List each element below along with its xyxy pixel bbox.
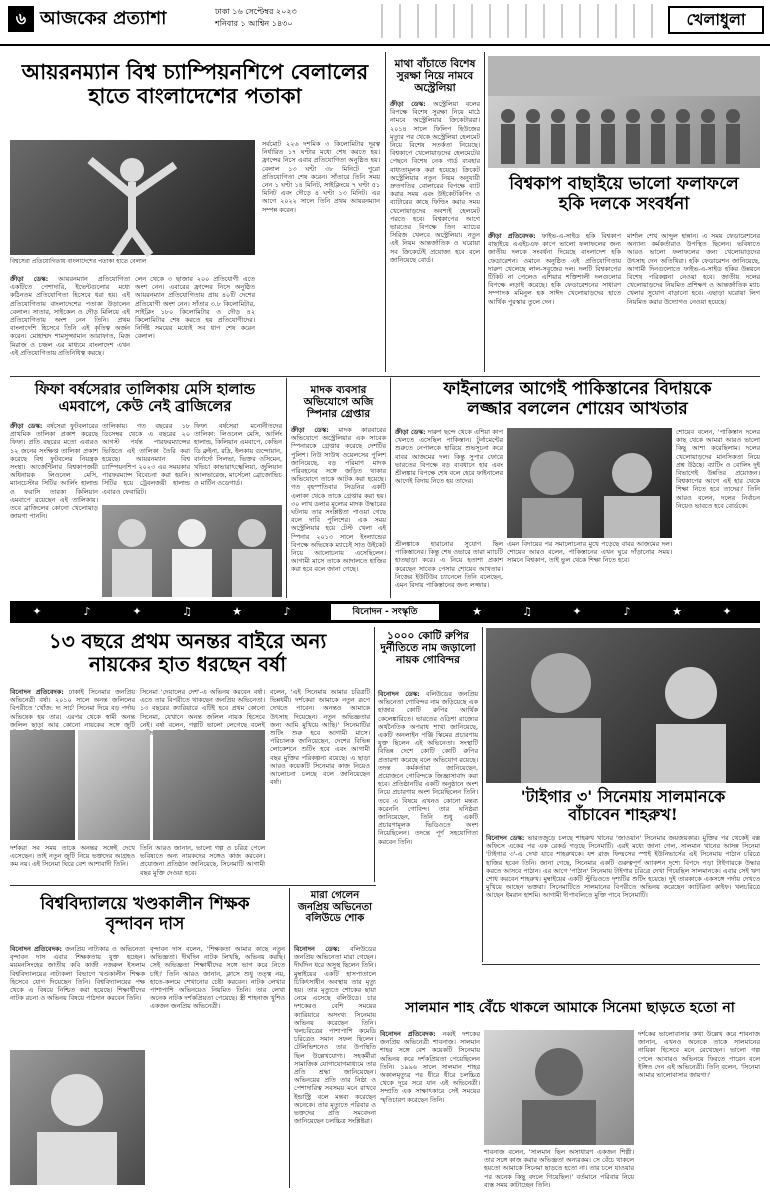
date-gregorian: ঢাকা ১৬ সেপ্টেম্বর ২০২৩ xyxy=(215,7,297,16)
barsha-byline: বিনোদন প্রতিবেদক: xyxy=(10,688,64,696)
note-icon: ♫ xyxy=(182,605,192,618)
tiger3-body xyxy=(486,834,760,960)
ironman-body-col2: লেন থেকে ৩ ছাজার ২০০ প্রতিযোগী এতে অংশ নেন। এবারের ফ্রান্সের নিসে অনুষ্ঠিত আয়রনম্যান প্রতিযোগিতায় প্রায় ৪০টি দেশের প্রতিযোগী অংশ নেন। সাঁতার ৩.৮ কিলোমিটার, সাইক্লিং ১৮০ কিলোমিটার ও দৌড় ৪২ কিলোমিটার শেষ করতে হয় প্রতিযোগীদের। নির্দিষ্ট সময়ের মধ্যেই সব ধাপ শেষ করেন বেলাল। xyxy=(135,275,255,341)
govinda-byline: বিনোদন ডেস্ক: xyxy=(378,690,420,698)
section-title: খেলাধুলা xyxy=(668,6,764,34)
music-icon: ♪ xyxy=(83,605,91,618)
ironman-byline: ক্রীড়া ডেস্ক: xyxy=(10,275,49,283)
barsha-body-bottom2: তিনি আরও জানান, ভালো গল্প ও চরিত্র পেলে ভবিষ্যতে অন্য নায়কদের সঙ্গেও কাজ করবেন। প্রযোজনা প্রতিষ্ঠান জানিয়েছে, সিনেমাটি আগামী বছর মুক্তি দেওয়া হবে। xyxy=(140,844,265,877)
barsha-body-col2: সিনেমা 'দেয়ালের দেশ'-এ অভিনয় করবেন বর্ষা। এতে তার বিপরীতে থাকছেন জনপ্রিয় অভিনেতা। ১৩ বছরের ক্যারিয়ারে এটিই হবে প্রথম কোনো সিনেমা, যেখানে অনন্ত জলিল নায়ক হিসেবে নেই। বর্ষা বলেন, গল্পটি ভালো লেগেছে বলেই xyxy=(140,688,265,729)
column-rule xyxy=(385,52,386,372)
page-number: ৬ xyxy=(8,6,34,32)
fifa-body-col1 xyxy=(10,422,98,597)
ironman-photo xyxy=(10,140,255,255)
column-rule xyxy=(374,627,375,882)
pakistan-body-text1: দারুণ ছন্দে থেকে এশিয়া কাপ খেলতে এসেছিল পাকিস্তান। টুর্নামেন্টের শুরুতে নেপালকে হারিয়ে শুভসূচনা করে বাবর আজমের দল। কিন্তু সুপার ফোরে ভারতের বিপক্ষে বড় ব্যবধানে হার এবং শ্রীলঙ্কার বিপক্ষে শেষ বলে হেরে ফাইনালের আগেই বিদায় নিতে হয় তাদের। xyxy=(395,428,503,486)
shoaib-akhtar-photo xyxy=(507,428,672,538)
hockey-byline: ক্রীড়া প্রতিবেদক: xyxy=(488,232,536,240)
shabnaz-photo xyxy=(484,1030,634,1145)
hockey-headline-line1: বিশ্বকাপ বাছাইয়ে ভালো ফলাফলে xyxy=(509,174,739,194)
athlete-silhouette-icon xyxy=(10,140,255,255)
hockey-headline xyxy=(488,175,760,214)
barsha-headline-line1: ১৩ বছরে প্রথম অনন্তর বাইরে অন্য xyxy=(48,629,327,653)
star-icon: ★ xyxy=(472,605,482,618)
camera-icon: ✦ xyxy=(32,605,42,618)
hockey-headline-line2: হকি দলকে সংবর্ধনা xyxy=(558,193,690,214)
tiger3-body-text: ভারতজুড়ে চলছে শাহরুখ খানের 'জাওয়ান' সিনেমার জয়জয়কার। মুক্তির পর থেকেই বক্স অফিসে একের পর এক রেকর্ড গড়ছে সিনেমাটি। এরই মধ্যে জানা গেল, সালমান খানের আসন্ন সিনেমা 'টাইগার ৩'-এ দেখা যাবে শাহরুখকে। যশ রাজ ফিল্মসের স্পাই ইউনিভার্সের এই সিনেমায় পাঠান চরিত্রে হাজির হবেন তিনি। জানা গেছে, সিনেমার একটি গুরুত্বপূর্ণ অ্যাকশন দৃশ্যে বিপদে পড়া টাইগারকে উদ্ধার করতে আসবে পাঠান। এর আগে 'পাঠান' সিনেমায় টাইগার চরিত্রে দেখা গিয়েছিল সালমানকে। এবার সেই ঋণ শোধ করবেন শাহরুখ। মুম্বাইয়ের একটি স্টুডিওতে দৃশ্যটির শুটিং হয়েছে। দুই তারকাকে একসঙ্গে পর্দায় দেখতে মুখিয়ে আছেন ভক্তরা। সিনেমাটিতে সালমানের বিপরীতে অভিনয় করেছেন ক্যাটরিনা কাইফ। খলচরিত্রে আছেন ইমরান হাশমি। আগামী দীপাবলিতে মুক্তি পাবে সিনেমাটি। xyxy=(486,834,760,900)
barsha-body-col1 xyxy=(10,688,135,729)
pakistan-headline-line1: ফাইনালের আগেই পাকিস্তানের বিদায়কে xyxy=(443,379,712,399)
barsha-headline-line2: নায়কের হাত ধরছেন বর্ষা xyxy=(88,652,286,676)
brindaban-photo xyxy=(10,1050,145,1185)
death-body-text: বলিউডের জনপ্রিয় অভিনেতা মারা গেছেন। দীর্ঘদিন ধরে অসুস্থ ছিলেন তিনি। মুম্বাইয়ের একটি হাসপাতালে চিকিৎসাধীন অবস্থায় তার মৃত্যু হয়। তার মৃত্যুতে শোকের ছায়া নেমে এসেছে বলিউডে। চার দশকেরও বেশি সময়ের ক্যারিয়ারে অসংখ্য সিনেমায় অভিনয় করেছেন তিনি। খলচরিত্রের পাশাপাশি কমেডি চরিত্রেও সমান সফল ছিলেন। টেলিভিশনেও তার উপস্থিতি ছিল উল্লেখযোগ্য। সহকর্মীরা সামাজিক যোগাযোগমাধ্যমে তার প্রতি শ্রদ্ধা জানিয়েছেন। অভিনয়ের প্রতি তার নিষ্ঠা ও পেশাদারিত্ব সবসময় মনে রাখবে ইন্ডাস্ট্রি বলে মন্তব্য করেছেন অনেকে। তার মৃত্যুতে পরিবার ও ভক্তদের প্রতি সমবেদনা জানিয়েছেন চলচ্চিত্র সংশ্লিষ্টরা। xyxy=(294,945,376,1126)
death-byline: বিনোদন ডেস্ক: xyxy=(294,945,340,953)
salman-shah-body-col2: শাবনাজ বলেন, 'সালমান ছিল অসাধারণ একজন শিল্পী। তার সঙ্গে কাজ করার অভিজ্ঞতা অন্যরকম। সে বেঁচে থাকলে হয়তো আমাকে সিনেমা ছাড়তে হতো না। তার চলে যাওয়ার পর অনেক কিছু বদলে গিয়েছিল।' বর্তমানে পরিবার নিয়ে ব্যস্ত সময় কাটাচ্ছেন তিনি। xyxy=(484,1148,634,1189)
govinda-body-text: বলিউডের জনপ্রিয় অভিনেতা গোবিন্দর নাম জড়িয়েছে এক হাজার কোটি রুপির আর্থিক কেলেঙ্কারিতে। ভারতের ওডিশা রাজ্যের অর্থনৈতিক অপরাধ শাখা জানিয়েছে, একটি অনলাইন পঞ্জি স্কিমের প্রচারণায় যুক্ত ছিলেন এই অভিনেতা। সংস্থাটি বিভিন্ন দেশে কোটি কোটি রুপির প্রতারণা করেছে বলে অভিযোগ রয়েছে। তদন্ত কর্মকর্তারা জানিয়েছেন, প্রয়োজনে গোবিন্দকে জিজ্ঞাসাবাদ করা হবে। প্রতিষ্ঠানটির একটি অনুষ্ঠানে অংশ নিয়ে প্রচারণায় অংশ নিয়েছিলেন তিনি। তবে এ বিষয়ে এখনও কোনো মন্তব্য করেননি গোবিন্দ। তার ঘনিষ্ঠরা জানিয়েছেন, তিনি শুধু একটি প্রচারণামূলক ভিডিওতে অংশ নিয়েছিলেন। তদন্তে পূর্ণ সহযোগিতা করবেন তিনি। xyxy=(378,690,478,846)
barsha-photo-1 xyxy=(10,730,75,840)
salman-shah-byline: বিনোদন প্রতিবেদক: xyxy=(380,1030,436,1038)
salman-shah-body-col3: দর্শকের ভালোবাসার কথা উল্লেখ করে শাবনাজ জানান, এখনও অনেকে তাকে সালমানের নায়িকা হিসেবে মনে রেখেছেন। ভালো গল্প পেলে আবারও অভিনয়ে ফিরতে পারেন বলে ইঙ্গিত দেন এই অভিনেত্রী। তিনি বলেন, 'সিনেমা আমার ভালোবাসার জায়গা।' xyxy=(638,1030,760,1080)
pakistan-headline xyxy=(395,380,760,419)
hockey-team-photo xyxy=(488,56,760,168)
hockey-body-col2: মার্শাল শেখ আব্দুল হান্নান। এ সময় ফেডারেশনের অন্যান্য কর্মকর্তারাও উপস্থিত ছিলেন। ভবিষ্যতে আরও ভালো ফলাফলের জন্য খেলোয়াড়দের উৎসাহ দেন অতিথিরা। হকি ফেডারেশন জানিয়েছে, আগামী দিনগুলোতে ফাইভ-এ-সাইড হকির উন্নয়নে বিশেষ পরিকল্পনা নেওয়া হবে। জাতীয় দলের খেলোয়াড়দের নিয়মিত প্রশিক্ষণ ও আন্তর্জাতিক ম্যাচ খেলার সুযোগ বাড়ানো হবে। এছাড়া ঘরোয়া লিগ নিয়মিত করার উদ্যোগও নেওয়া হয়েছে। xyxy=(627,232,760,306)
pakistan-headline-line2: লজ্জার বললেন শোয়েব আখতার xyxy=(467,398,688,419)
barsha-headline xyxy=(10,630,365,676)
hockey-body-col1 xyxy=(488,232,621,372)
ironman-body-col3: সর্বমোট ২২৬ দশমিক ৩ কিলোমিটার দূরত্ব নির্ধারিত ১৭ ঘণ্টার মধ্যে শেষ করতে হয়। ফ্রান্সের নিসে এবার প্রতিযোগিতা অনুষ্ঠিত হয়। বেলাল ১৩ ঘণ্টা ৩৮ মিনিটে পুরো প্রতিযোগিতা শেষ করেন। সাঁতারে তিনি সময় নেন ১ ঘণ্টা ১৪ মিনিট, সাইক্লিংয়ে ৭ ঘণ্টা ৫১ মিনিট এবং দৌড়ে ৪ ঘণ্টা ১৩ মিনিট। এর আগে ২০২২ সালে তিনি প্রথম আয়রনম্যান সম্পন্ন করেন। xyxy=(262,140,380,214)
fifa-players-photo xyxy=(102,505,282,597)
tiger3-headline-line2: বাঁচাবেন শাহরুখ! xyxy=(568,805,678,825)
fifa-headline xyxy=(10,382,280,415)
pakistan-byline: ক্রীড়া ডেস্ক: xyxy=(395,428,426,436)
drug-byline: ক্রীড়া ডেস্ক: xyxy=(291,426,329,434)
drug-headline: মাদক ব্যবসার অভিযোগে অজি স্পিনার গ্রেপ্তার xyxy=(303,384,374,421)
australia-body-text: অস্ট্রেলিয়া বলের বিপক্ষে বিশেষ সুরক্ষা নিয়ে মাঠে নামবে অস্ট্রেলিয়ার ক্রিকেটাররা। ২০১৪ সালে ফিলিপ হিউজের মৃত্যুর পর থেকে অস্ট্রেলিয়া হেলমেট নিয়ে বিশেষ সতর্কতা নিয়েছে। বিশ্বকাপে খেলোয়াড়দের হেলমেটের পেছনে বিশেষ নেক গার্ড ব্যবহার বাধ্যতামূলক করা হয়েছে। ক্রিকেট অস্ট্রেলিয়ার নতুন নিয়ম অনুযায়ী দ্রুতগতির বোলারের বিপক্ষে ব্যাট করার সময় এবং উইকেটকিপিং ও ব্যাটারের কাছে ফিল্ডিং করার সময় খেলোয়াড়দের অবশ্যই হেলমেট পরতে হবে। বিশ্বকাপের আগে ভারতের বিপক্ষে তিন ম্যাচের সিরিজ খেলবে অস্ট্রেলিয়া। নতুন এই নিয়ম আন্তর্জাতিক ও ঘরোয়া সব ক্রিকেটেই প্রযোজ্য হবে বলে জানিয়েছে বোর্ড। xyxy=(390,100,480,264)
salman-shah-body-text1: নব্বই দশকের জনপ্রিয় অভিনেত্রী শাবনাজ। সালমান শাহর সঙ্গে বেশ কয়েকটি সিনেমায় অভিনয় করে দর্শকপ্রিয়তা পেয়েছিলেন তিনি। ১৯৯৬ সালে সালমান শাহর অকালমৃত্যুর পর ধীরে ধীরে চলচ্চিত্র থেকে দূরে সরে যান এই অভিনেত্রী। সম্প্রতি এক সাক্ষাৎকারে সেই সময়ের স্মৃতিচারণ করেছেন তিনি। xyxy=(380,1030,480,1104)
drug-body xyxy=(291,426,386,596)
tiger3-byline: বিনোদন ডেস্ক: xyxy=(486,834,525,842)
section-rule xyxy=(10,885,376,886)
column-rule xyxy=(484,52,485,372)
sports-silhouette-strip xyxy=(365,4,665,38)
brindaban-body-text1: জনপ্রিয় নাট্যকার ও অভিনেতা বৃন্দাবন দাস এবার শিক্ষকতায় যুক্ত হচ্ছেন। ময়মনসিংহের জাতীয় কবি কাজী নজরুল ইসলাম বিশ্ববিদ্যালয়ের নাট্যকলা বিভাগে খণ্ডকালীন শিক্ষক হিসেবে যোগ দিয়েছেন তিনি। বিশ্ববিদ্যালয়ের পক্ষ থেকে এ বিষয়ে নিশ্চিত করা হয়েছে। শিক্ষার্থীদের নাটক রচনা ও অভিনয় বিষয়ে পাঠদান করবেন তিনি। xyxy=(10,945,145,1003)
players-portrait-icon xyxy=(102,505,282,597)
tiger3-headline xyxy=(486,788,760,825)
fifa-body-text1: বর্ষসেরা ফুটবলারের প্রাথমিক তালিকা প্রকাশ করেছে ফিফা। প্রতি বছরের মতো এবারও ১২ জনের সংক্ষিপ্ত তালিকা প্রকাশ করেছে বিশ্ব ফুটবলের নিয়ন্ত্রক সংস্থা। আর্জেন্টিনার বিশ্বকাপজয়ী অধিনায়ক লিওনেল মেসি, ম্যানচেস্টার সিটির আর্লিং হালান্ড ও ফরাসি তারকা কিলিয়ান এমবাপে রয়েছেন এই তালিকায়। তবে ব্রাজিলের কোনো খেলোয়াড় জায়গা পাননি। xyxy=(10,422,98,521)
column-rule xyxy=(289,888,290,1188)
salman-shah-headline: সালমান শাহ বেঁচে থাকলে আমাকে সিনেমা ছাড়তে হতো না xyxy=(405,1000,735,1016)
barsha-body-bottom1: দর্শকরা সব সময় তাকে অনন্তর সঙ্গেই দেখে এসেছেন। তাই নতুন জুটি নিয়ে ভক্তদের আগ্রহও কম নয়। এই সিনেমা ঘিরে বেশ আশাবাদী তিনি। xyxy=(10,844,135,869)
pakistan-body-col3: এমন বিদায়ের পর সমালোচনার মুখে পড়েছে বাবর আজমের দল। শোয়েব আরও বলেন, পাকিস্তানের এখন ঘুরে দাঁড়ানোর সময়। সামনে বিশ্বকাপ, তাই ভুল থেকে শিক্ষা নিতে হবে। xyxy=(507,540,672,565)
brindaban-body-col1 xyxy=(10,945,145,1045)
govinda-headline: ১০০০ কোটি রুপির দুর্নীতিতে নাম জড়ালো নায়ক গোবিন্দর xyxy=(380,630,476,667)
star-icon: ★ xyxy=(672,605,682,618)
australia-headline: মাথা বাঁচাতে বিশেষ সুরক্ষা নিয়ে নামবে অস্ট্রেলিয়া xyxy=(394,58,476,95)
camera-icon: ✦ xyxy=(722,605,732,618)
music-icon: ♪ xyxy=(283,605,291,618)
page-header xyxy=(0,0,770,46)
hockey-body-text1: ফাইভ-এ-সাইড হকি বিশ্বকাপ বাছাইয়ে এএইচএফ কাপে ভালো ফলাফলের জন্য জাতীয় দলকে সংবর্ধনা দিয়েছে বাংলাদেশ হকি ফেডারেশন। ওমানে অনুষ্ঠিত এই প্রতিযোগিতায় দারুণ খেলেছে লাল-সবুজের দল। দলটি বিশ্বকাপের টিকিট না পেলেও এশিয়ার শক্তিশালী দলগুলোর বিপক্ষে লড়াই করেছে। হকি ফেডারেশনের সাধারণ সম্পাদক মমিনুল হক সাঈদ খেলোয়াড়দের হাতে আর্থিক পুরস্কার তুলে দেন। xyxy=(488,232,621,306)
barsha-body-text1: ঢাকাই সিনেমার জনপ্রিয় অভিনেত্রী বর্ষা। ২০১০ সালে অনন্ত জলিলের বিপরীতে 'খোঁজ: দ্য সার্চ' সিনেমা দিয়ে বড় পর্দায় অভিষেক হয় তার। এরপর থেকে স্বামী অনন্ত জলিল ছাড়া আর কোনো নায়কের সঙ্গে জুটি xyxy=(10,688,135,729)
film-icon: ✦ xyxy=(572,605,582,618)
music-icon: ♪ xyxy=(623,605,631,618)
portrait-icon xyxy=(507,428,672,538)
barsha-photo-3 xyxy=(153,730,265,840)
fifa-headline-line1: ফিফা বর্ষসেরার তালিকায় মেসি হালান্ড xyxy=(34,381,256,398)
govinda-body xyxy=(378,690,478,960)
column-rule xyxy=(286,378,287,598)
date-bangla: শনিবার ১ আশ্বিন ১৪৩০ xyxy=(215,19,293,28)
ironman-body-text1: আয়রনম্যান প্রতিযোগিতা একটিতে পেশাদারি, ইভেন্টগুলোর মধ্যে কঠিনতম প্রতিযোগিতা হিসেবে ধরা হয়। এই প্রতিযোগিতায় বাংলাদেশের পতাকা উড়ালেন বেলাল। সাতার, সাইকেল ও দৌড় মিলিয়ে এই প্রতিযোগিতায় অংশ নেন তিনি। প্রথম বাংলাদেশি হিসেবে তিনি এই কৃতিত্ব অর্জন করেন। মোহাম্মদ শামসুজ্জামান আরাফাত, মিজ মিরাজ ও চঞ্চল এর মাধ্যমে বাংলাদেশ এখন এই প্রতিযোগিতায় প্রতিনিধিত্ব করছে। xyxy=(10,275,130,357)
salman-shahrukh-photo xyxy=(486,628,760,783)
portrait-icon xyxy=(10,1050,145,1185)
section-rule xyxy=(482,964,760,965)
fifa-headline-line2: এমবাপে, কেউ নেই ব্রাজিলের xyxy=(58,397,232,415)
brindaban-byline: বিনোদন প্রতিবেদক: xyxy=(10,945,62,953)
section-rule xyxy=(10,376,760,377)
tiger3-headline-line1: 'টাইগার ৩' সিনেমায় সালমানকে xyxy=(520,787,726,806)
death-headline: মারা গেলেন জনপ্রিয় অভিনেতা বলিউডে শোক xyxy=(298,890,372,924)
actors-portrait-icon xyxy=(486,628,760,783)
death-body xyxy=(294,945,376,1185)
ironman-headline-line2: হাতে বাংলাদেশের পতাকা xyxy=(88,83,302,109)
date-line xyxy=(215,6,335,30)
barsha-photo-2 xyxy=(78,730,150,840)
barsha-body-col3: বলেন, 'এই সিনেমায় আমার চরিত্রটি ভিন্নধর্মী। দর্শকেরা আমাকে নতুন রূপে দেখতে পাবেন। অনন্তও আমাকে উৎসাহ দিয়েছেন। নতুন অভিজ্ঞতার জন্য আমি মুখিয়ে আছি।' সিনেমাটির শুটিং শুরু হবে আগামী মাসে। পরিচালক জানিয়েছেন, দেশের বিভিন্ন লোকেশনে শুটিং হবে এবং আগামী বছর মুক্তির পরিকল্পনা রয়েছে। এ ছাড়া আরও কয়েকটি সিনেমার কাজ নিয়েও আলোচনা চলছে বলে জানিয়েছেন বর্ষা। xyxy=(270,688,370,787)
fifa-byline: ক্রীড়া ডেস্ক: xyxy=(10,422,43,430)
australia-body xyxy=(390,100,480,372)
ironman-body-col1 xyxy=(10,275,130,373)
column-rule xyxy=(390,378,391,598)
fifa-body-col3: ফিফা বর্ষসেরা মনোনীতদের তালিকা: লিওনেল মেসি, আর্লিং হালান্ড, কিলিয়ান এমবাপে, কেভিন ডি ব্রুইনা, রদ্রি, ইলকায় গুন্দোয়ান, বার্নার্দো সিলভা, ভিক্তর ওসিমেন, খভিচা কাভারাৎস্খেলিয়া, জুলিয়ান আলভারেজ, মার্সেলো ব্রোজোভিচ ও মার্টিন ওডেগার্ড। xyxy=(194,422,282,488)
salman-shah-body-col1 xyxy=(380,1030,480,1185)
brindaban-body-col2: বৃন্দাবন দাস বলেন, 'শিক্ষকতা আমার কাছে নতুন অভিজ্ঞতা। দীর্ঘদিন নাটক লিখছি, অভিনয় করছি। সেই অভিজ্ঞতা শিক্ষার্থীদের সঙ্গে ভাগ করে নিতে চাই।' তিনি আরও জানান, ক্লাসে শুধু তত্ত্ব নয়, হাতে-কলমে শেখানোর চেষ্টা করবেন। নাটক লেখার পাশাপাশি অভিনয়েও নিয়মিত তিনি। তার লেখা অনেক নাটক দর্শকপ্রিয়তা পেয়েছে। স্ত্রী শাহনাজ খুশিও একজন জনপ্রিয় অভিনেত্রী। xyxy=(150,945,285,1011)
ironman-headline xyxy=(10,60,380,108)
fifa-body-col2: তালিকায়। গত বছরের ১৮ ডিসেম্বর থেকে এ বছরের ২০ আগস্ট পর্যন্ত পারফরম্যান্সের ভিত্তিতে এই তালিকা তৈরি করা হয়েছে। আয়রনম্যান বিশ্ব চ্যাম্পিয়নশিপ ২০২৩ এর সময়কার পারফরম্যান্স বিবেচনা করা হয়নি। সিটির হয়ে ট্রেবলজয়ী হালান্ড এবারও ফেবারিট। xyxy=(102,422,190,496)
column-rule xyxy=(482,627,483,962)
brindaban-headline xyxy=(10,895,280,934)
australia-byline: ক্রীড়া ডেস্ক: xyxy=(390,100,426,108)
entertainment-section-label: বিনোদন - সংস্কৃতি xyxy=(330,603,440,621)
ironman-caption: বিশ্বসেরা প্রতিযোগিতায় বাংলাদেশের পতাকা হাতে বেলাল xyxy=(10,258,147,265)
masthead-logo: আজকের প্রত্যাশা xyxy=(40,8,167,29)
drug-body-text: মাদক কারবারের অভিযোগে অস্ট্রেলিয়ার এক সাবেক স্পিনারকে গ্রেপ্তার করেছে দেশটির পুলিশ। নিউ সাউথ ওয়েলসের পুলিশ জানিয়েছে, বড় পরিমাণ মাদক পরিবহনের সঙ্গে জড়িত থাকার অভিযোগে তাকে আটক করা হয়েছে। গত বৃহস্পতিবার সিডনির একটি এলাকা থেকে তাকে গ্রেপ্তার করা হয়। ৩০ লাখ ডলার মূল্যের মাদক উদ্ধারের ঘটনায় তার সংশ্লিষ্টতা পাওয়া গেছে বলে দাবি পুলিশের। এক সময় অস্ট্রেলিয়ার হয়ে টেস্ট খেলা এই স্পিনার ২০১৩ সালে ইংল্যান্ডের বিপক্ষে অভিষেক ম্যাচেই সাত উইকেট নিয়ে আলোচনায় এসেছিলেন। আগামী মাসে তাকে আদালতে হাজির করা হবে বলে জানা গেছে। xyxy=(291,426,386,574)
note-icon: ♫ xyxy=(522,605,532,618)
brindaban-headline-line1: বিশ্ববিদ্যালয়ে খণ্ডকালীন শিক্ষক xyxy=(40,894,250,914)
film-icon: ✦ xyxy=(132,605,142,618)
star-icon: ★ xyxy=(232,605,242,618)
pakistan-body-col4: শোয়েব বলেন, 'পাকিস্তান দলের কাছ থেকে আমরা আরও ভালো কিছু আশা করেছিলাম। দলের খেলোয়াড়দের মানসিকতা নিয়ে প্রশ্ন উঠছে। ব্যাটিং ও বোলিং দুই বিভাগেই উন্নতির প্রয়োজন। বিশ্বকাপের আগে এই হার থেকে শিক্ষা নিতে হবে তাদের।' তিনি আরও বলেন, দলের নির্বাচন নিয়েও ভাবতে হবে বোর্ডকে। xyxy=(676,428,760,510)
group-photo-icon xyxy=(488,56,760,168)
pakistan-body-col2: শ্রীলঙ্কাকে হারানোর সুযোগ ছিল পাকিস্তানের। কিন্তু শেষ ওভারে তারা ম্যাচটি হাতছাড়া করে। এ নিয়ে হতাশা প্রকাশ করেছেন সাবেক পেসার শোয়েব আখতার। নিজের ইউটিউব চ্যানেলে তিনি বলেছেন, এমন বিদায় পাকিস্তানের জন্য লজ্জার। xyxy=(395,540,503,590)
portrait-icon xyxy=(484,1030,634,1145)
ironman-headline-line1: আয়রনম্যান বিশ্ব চ্যাম্পিয়নশিপে বেলালের xyxy=(21,59,369,84)
brindaban-headline-line2: বৃন্দাবন দাস xyxy=(105,913,185,934)
pakistan-body-col1 xyxy=(395,428,503,514)
